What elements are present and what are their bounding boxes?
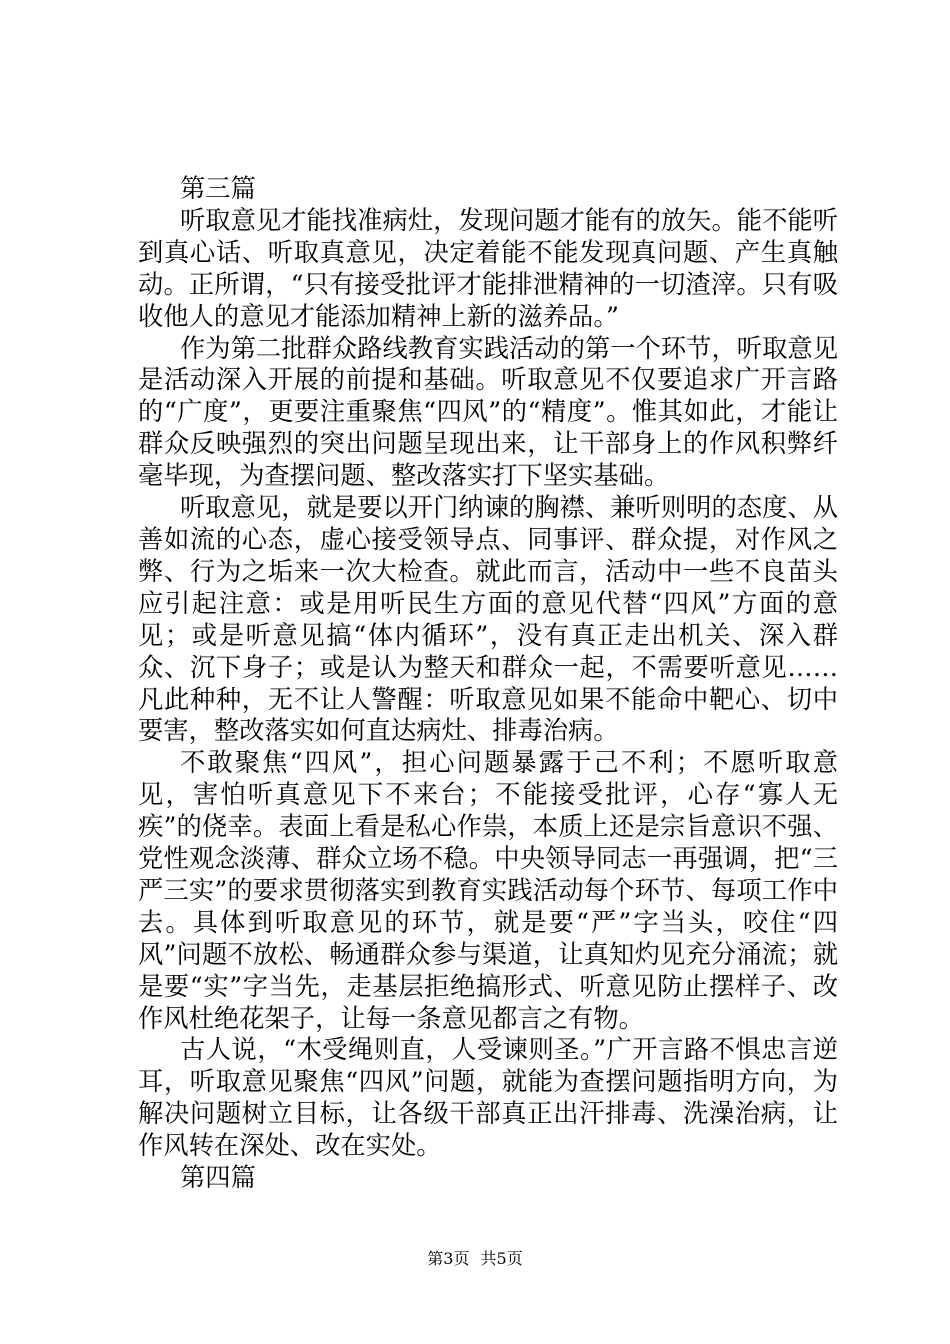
section-heading-4: 第四篇 — [180, 1163, 256, 1193]
page-total: 共5页 — [480, 1249, 523, 1268]
page-footer — [0, 1246, 950, 1269]
paragraph-5: 古人说，“木受绳则直，人受谏则圣。”广开言路不惧忠言逆耳，听取意见聚焦“四风”问题，就能为查摆问题指明方向，为解决问题树立目标，让各级干部真正出汗排毒、洗澡治病，让作风转在深处、改在实处。 — [138, 1035, 838, 1161]
paragraph-1: 听取意见才能找准病灶，发现问题才能有的放矢。能不能听到真心话、听取真意见，决定着能不能发现真问题、产生真触动。正所谓，“只有接受批评才能排泄精神的一切渣滓。只有吸收他人的意见才能添加精神上新的滋养品。” — [138, 205, 838, 331]
paragraph-3: 听取意见，就是要以开门纳谏的胸襟、兼听则明的态度、从善如流的心态，虚心接受领导点、同事评、群众提，对作风之弊、行为之垢来一次大检查。就此而言，活动中一些不良苗头应引起注意：或是用听民生方面的意见代替“四风”方面的意见；或是听意见搞“体内循环”，没有真正走出机关、深入群众、沉下身子；或是认为整天和群众一起，不需要听意见……凡此种种，无不让人警醒：听取意见如果不能命中靶心、切中要害，整改落实如何直达病灶、排毒治病。 — [138, 493, 838, 746]
paragraph-2: 作为第二批群众路线教育实践活动的第一个环节，听取意见是活动深入开展的前提和基础。听取意见不仅要追求广开言路的“广度”，更要注重聚焦“四风”的“精度”。惟其如此，才能让群众反映强烈的突出问题呈现出来，让干部身上的作风积弊纤毫毕现，为查摆问题、整改落实打下坚实基础。 — [138, 333, 838, 491]
paragraph-4: 不敢聚焦“四风”，担心问题暴露于己不利；不愿听取意见，害怕听真意见下不来台；不能接受批评，心存“寡人无疾”的侥幸。表面上看是私心作祟，本质上还是宗旨意识不强、党性观念淡薄、群众立场不稳。中央领导同志一再强调，把“三严三实”的要求贯彻落实到教育实践活动每个环节、每项工作中去。具体到听取意见的环节，就是要“严”字当头，咬住“四风”问题不放松、畅通群众参与渠道，让真知灼见充分涌流；就是要“实”字当先，走基层拒绝搞形式、听意见防止摆样子、改作风杜绝花架子，让每一条意见都言之有物。 — [138, 748, 838, 1033]
document-body — [138, 173, 838, 1194]
section-heading-3: 第三篇 — [180, 174, 256, 203]
page-number: 第3页 — [427, 1249, 470, 1268]
